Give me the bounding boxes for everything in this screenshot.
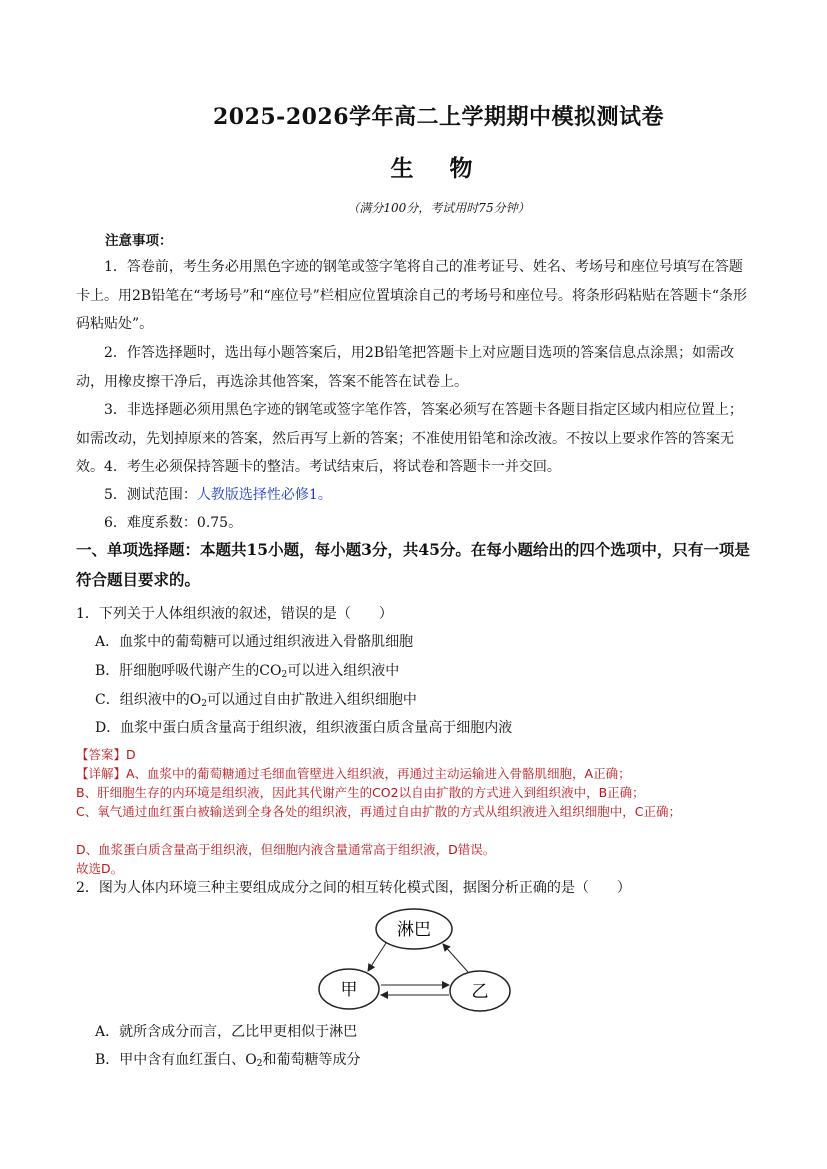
q2-option-b-text: B．甲中含有血红蛋白、O [95,1052,257,1068]
exam-meta: （满分100分，考试用时75分钟） [347,201,530,215]
notice-item-5-value: 人教版选择性必修1。 [196,487,332,503]
q1-detail-4: D、血浆蛋白质含量高于组织液，但细胞内液含量通常高于组织液，D错误。 [76,842,496,857]
section-heading: 一、单项选择题：本题共15小题，每小题3分，共45分。在每小题给出的四个选项中，只有一项是符合题目要求的。 [76,540,750,589]
notice-item-5 [76,481,756,510]
q1-detail-5: 故选D。 [76,861,124,876]
q1-option-b-tail: 可以进入组织液中 [287,663,400,679]
question-2-stem: 2．图为人体内环境三种主要组成成分之间的相互转化模式图，据图分析正确的是（ ） [76,880,631,896]
q2-option-b [95,1049,755,1069]
lymph-label: 淋巴 [397,920,431,940]
q1-answer: 【答案】D [76,747,136,762]
arrow-lymph-to-jia [368,943,386,971]
q1-option-c [95,689,755,709]
q1-detail-2: B、肝细胞生存的内环境是组织液，因此其代谢产生的CO2以自由扩散的方式进入到组织液中，B正确； [76,785,645,800]
arrow-yi-to-lymph [443,944,468,972]
exam-title: 2025-2026学年高二上学期期中模拟测试卷 [212,104,665,130]
jia-label: 甲 [340,980,358,1000]
q1-option-d: D．血浆中蛋白质含量高于组织液，组织液蛋白质含量高于细胞内液 [95,720,513,736]
q2-option-b-sub: 2 [256,1059,263,1069]
q1-option-b [95,660,755,680]
q1-option-a: A．血浆中的葡萄糖可以通过组织液进入骨骼肌细胞 [95,634,414,650]
q1-detail-1: 【详解】A、血浆中的葡萄糖通过毛细血管壁进入组织液，再通过主动运输进入骨骼肌细胞，A正确； [76,766,631,781]
q1-option-c-text: C．组织液中的O [95,692,202,708]
q1-option-c-tail: 可以通过自由扩散进入组织细胞中 [206,692,417,708]
q1-option-b-sub: 2 [281,670,288,680]
q1-detail-3: C、氧气通过血红蛋白被输送到全身各处的组织液，再通过自由扩散的方式从组织液进入组织细胞中，C正确； [76,804,681,819]
notice-item-5-prefix: 5．测试范围： [104,487,197,503]
subject-title: 生 物 [390,155,487,182]
question-1-stem: 1．下列关于人体组织液的叙述，错误的是（ ） [76,606,393,622]
q2-option-a: A．就所含成分而言，乙比甲更相似于淋巴 [95,1024,358,1040]
notice-item-1: 1．答卷前，考生务必用黑色字迹的钢笔或签字笔将自己的准考证号、姓名、考场号和座位号填写在答题卡上。用2B铅笔在“考场号”和“座位号”栏相应位置填涂自己的考场号和座位号。将条形码粘贴在答题卡“条形码粘贴处”。 [76,259,747,332]
q1-option-c-sub: 2 [201,699,207,709]
notice-item-2: 2．作答选择题时，选出每小题答案后，用2B铅笔把答题卡上对应题目选项的答案信息点涂黑；如需改动，用橡皮擦干净后，再选涂其他答案，答案不能答在试卷上。 [76,345,735,390]
q1-option-b-text: B．肝细胞呼吸代谢产生的CO [95,663,282,679]
notice-item-4: 4．考生必须保持答题卡的整洁。考试结束后，将试卷和答题卡一并交回。 [104,459,561,475]
q2-option-b-tail: 和葡萄糖等成分 [262,1052,361,1068]
yi-label: 乙 [471,982,489,1002]
notice-title: 注意事项： [105,233,173,249]
notice-item-6: 6．难度系数：0.75。 [104,515,243,531]
notice-item-3: 3．非选择题必须用黑色字迹的钢笔或签字笔作答，答案必须写在答题卡各题目指定区域内相应位置上；如需改动，先划掉原来的答案，然后再写上新的答案；不准使用铅笔和涂改液。不按以上要求作答的答案无效。 [76,402,743,475]
circulation-diagram [315,905,515,1013]
